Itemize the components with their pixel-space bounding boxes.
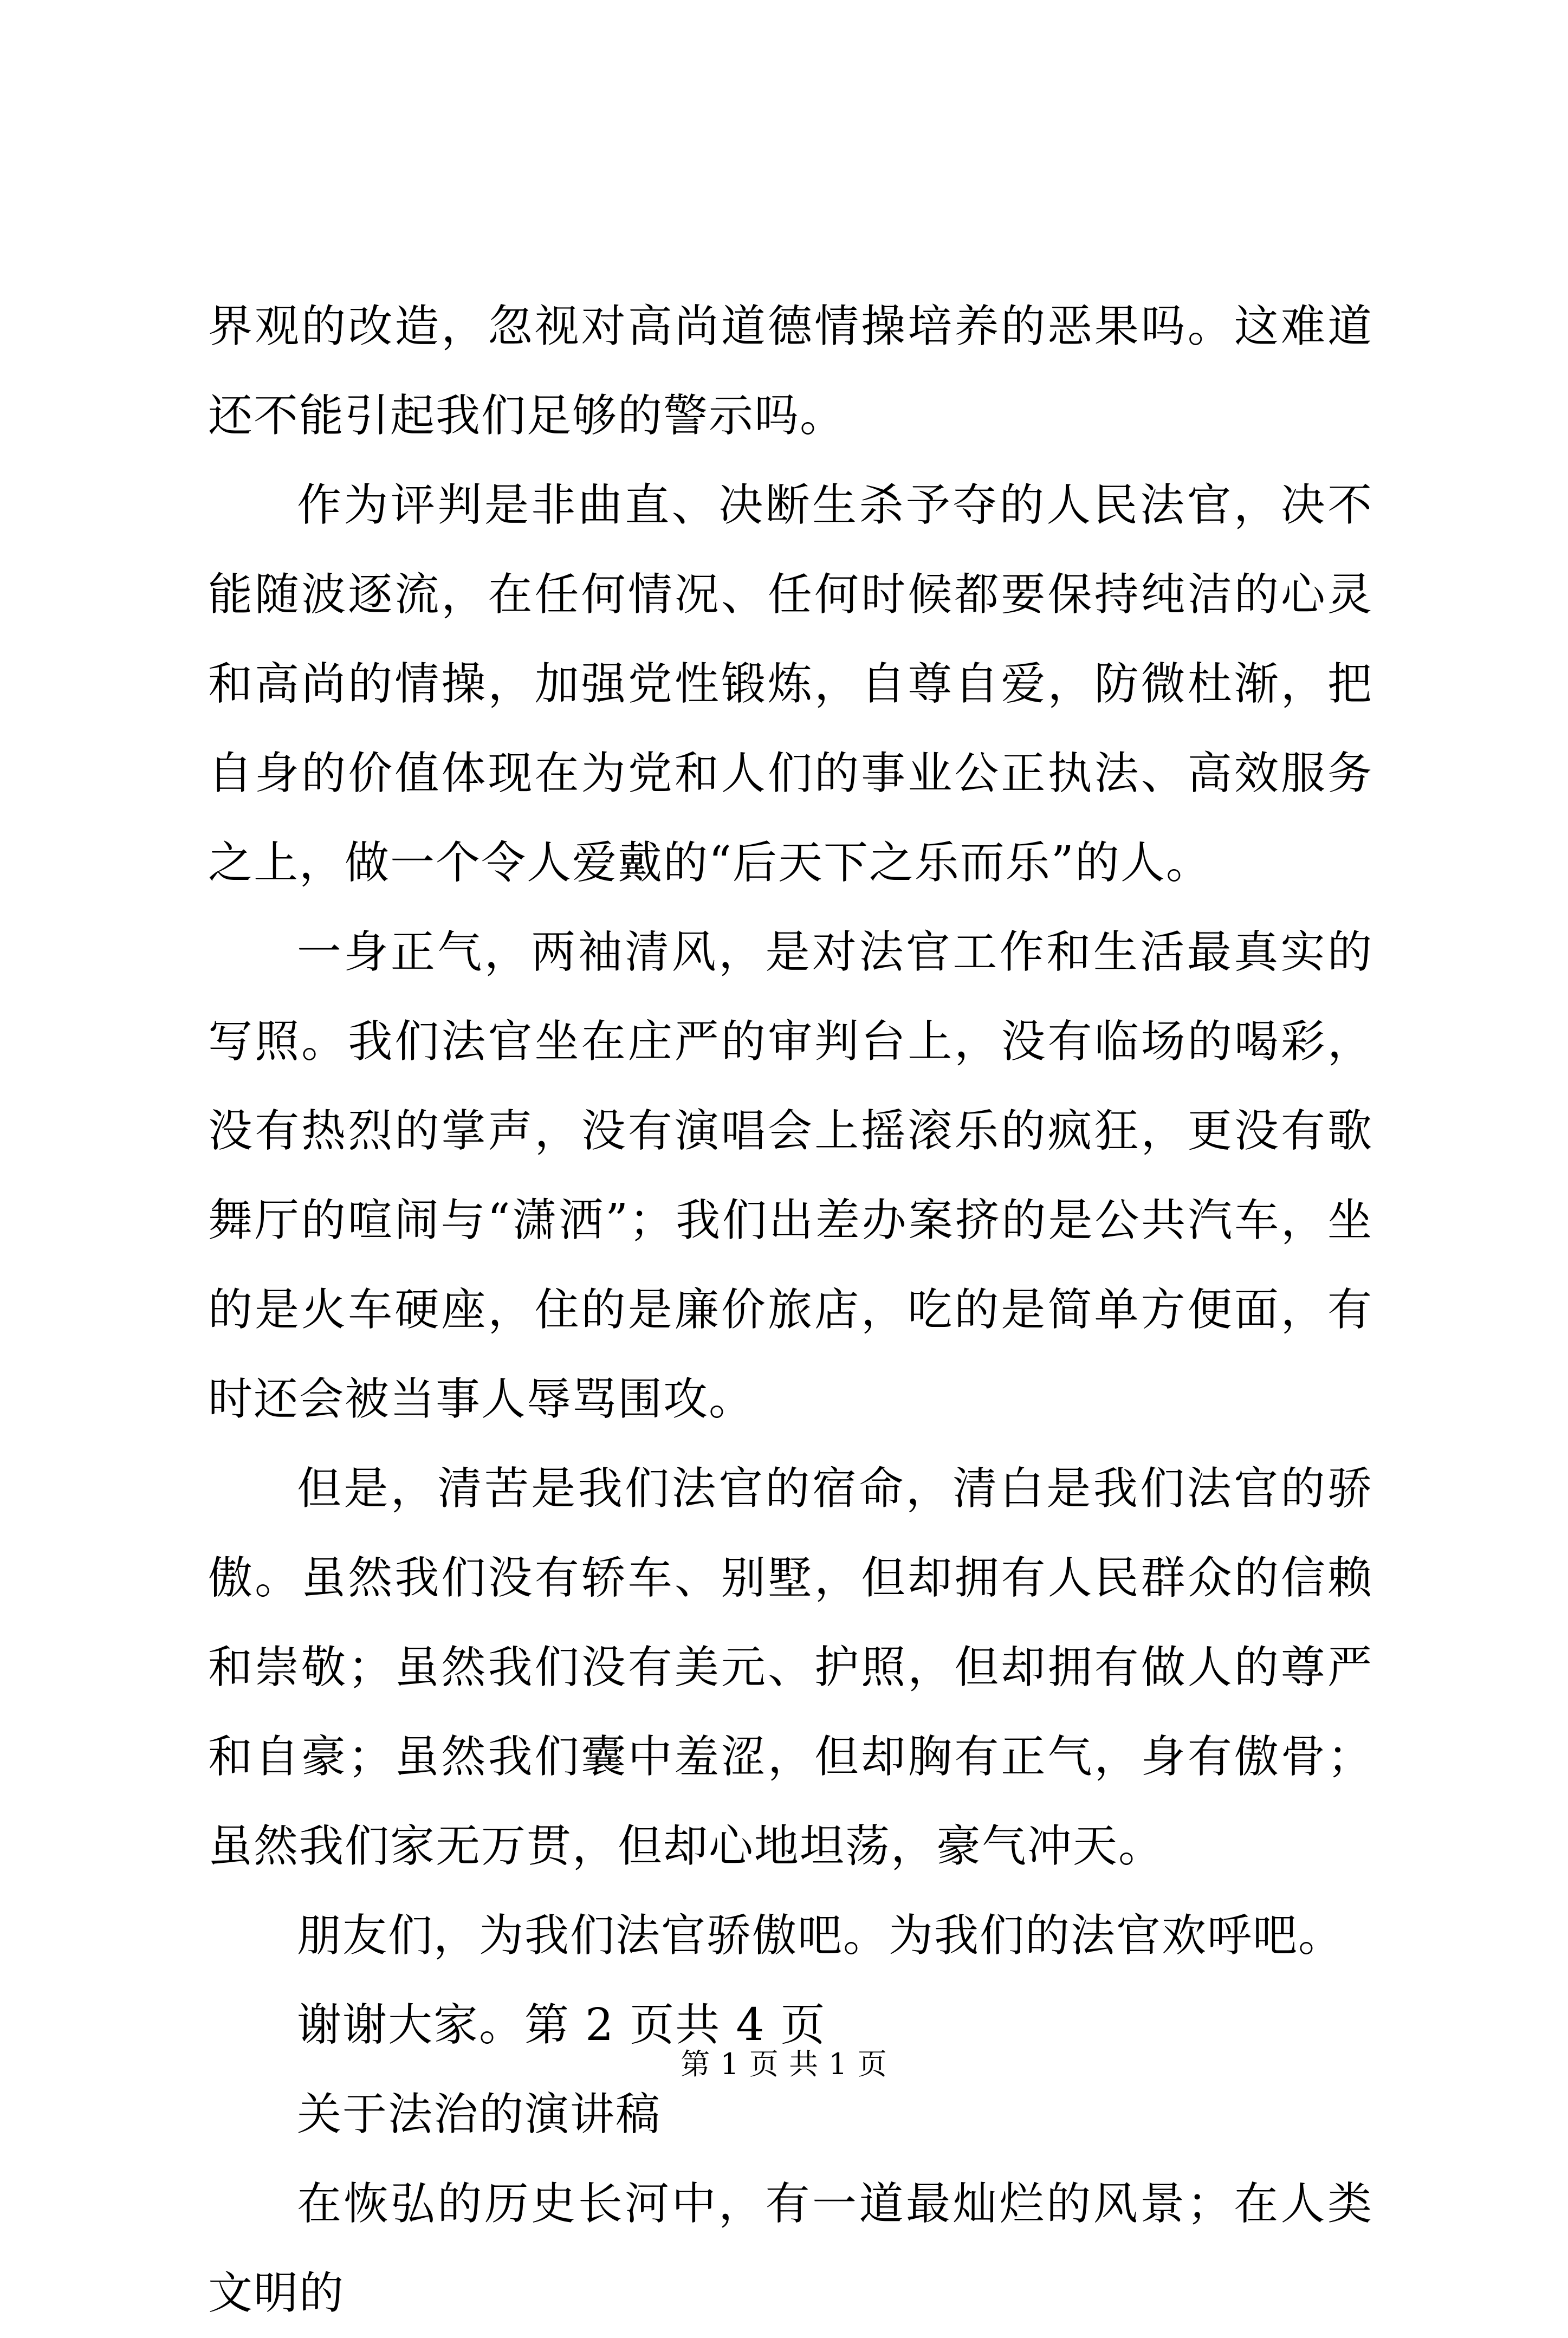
paragraph-judge-duty: 作为评判是非曲直、决断生杀予夺的人民法官，决不能随波逐流，在任何情况、任何时候都要保持纯洁的心灵和高尚的情操，加强党性锻炼，自尊自爱，防微杜渐，把自身的价值体现在为党和人们的事业公正执法、高效服务之上，做一个令人爱戴的“后天下之乐而乐”的人。 [208, 480, 1373, 889]
page-footer [0, 2043, 1568, 2086]
paragraph-pride: 但是，清苦是我们法官的宿命，清白是我们法官的骄傲。虽然我们没有轿车、别墅，但却拥有人民群众的信赖和崇敬；虽然我们没有美元、护照，但却拥有做人的尊严和自豪；虽然我们囊中羞涩，但却胸有正气，身有傲骨；虽然我们家无万贯，但却心地坦荡，豪气冲天。 [208, 1463, 1373, 1872]
paragraph-integrity: 一身正气，两袖清风，是对法官工作和生活最真实的写照。我们法官坐在庄严的审判台上，没有临场的喝彩，没有热烈的掌声，没有演唱会上摇滚乐的疯狂，更没有歌舞厅的喧闹与“潇洒”；我们出差办案挤的是公共汽车，坐的是火车硬座，住的是廉价旅店，吃的是简单方便面，有时还会被当事人辱骂围攻。 [208, 927, 1373, 1425]
paragraph-cheer: 朋友们，为我们法官骄傲吧。为我们的法官欢呼吧。 [297, 1910, 1344, 1961]
page-number-label: 第 1 页 共 1 页 [681, 2047, 887, 2081]
paragraph-continuation: 界观的改造，忽视对高尚道德情操培养的恶果吗。这难道还不能引起我们足够的警示吗。 [208, 301, 1373, 442]
paragraph-thanks: 谢谢大家。第 2 页共 4 页 [297, 1999, 826, 2051]
paragraph-rule-of-law-intro: 在恢弘的历史长河中，有一道最灿烂的风景；在人类文明的 [208, 2178, 1373, 2319]
document-body [208, 282, 1373, 2338]
section-title: 关于法治的演讲稿 [297, 2089, 662, 2140]
